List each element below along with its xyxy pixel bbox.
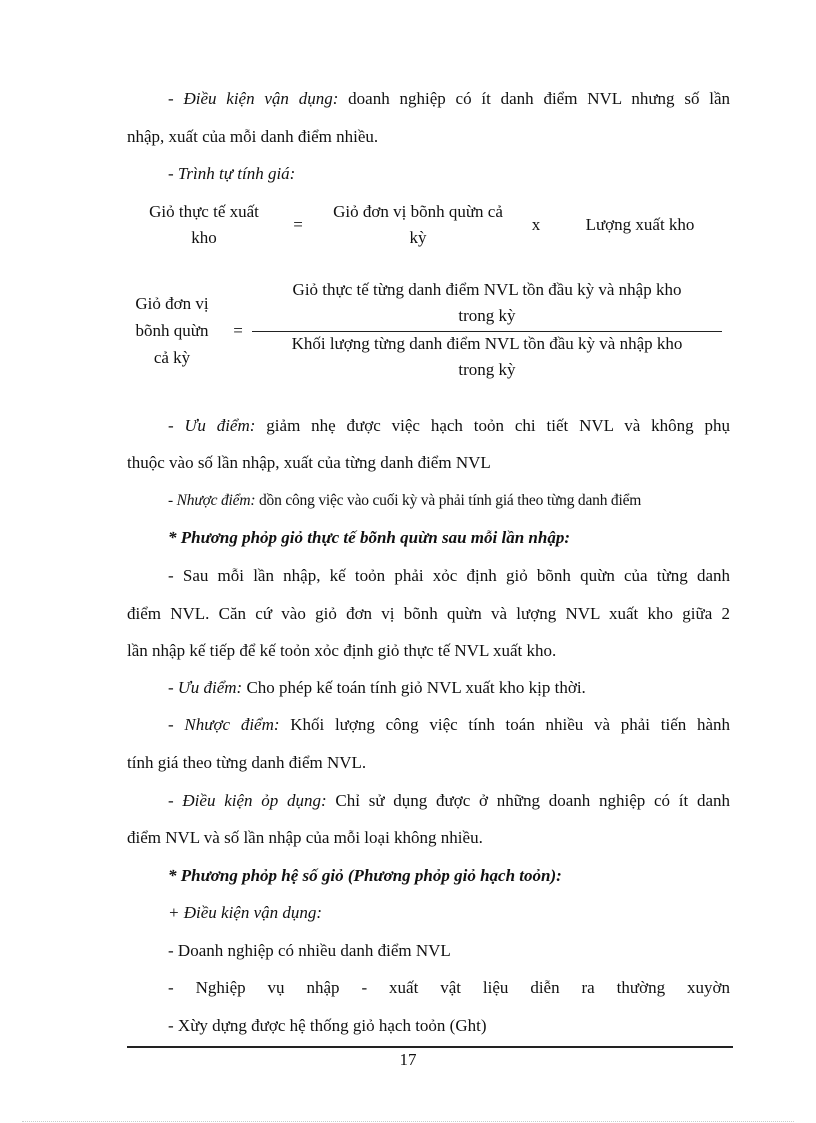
uu-diem-1-line1 — [168, 415, 730, 437]
formula2-lhs-line2: bõnh quừn — [135, 321, 209, 340]
formula2-den-line1: Khối lượng từng danh điểm NVL tồn đầu kỳ và nhập kho — [291, 334, 683, 353]
list-item: - Xừy dựng được hệ thống giỏ hạch toỏn (Ght) — [168, 1016, 487, 1035]
uu-diem-2 — [168, 677, 586, 699]
formula2-lhs — [122, 290, 222, 371]
formula2-denominator — [252, 331, 722, 383]
text: doanh nghiệp có ít danh điểm NVL nhưng số lần — [348, 89, 731, 108]
para-dieu-kien-line2: nhập, xuất của mỗi danh điểm nhiều. — [127, 127, 379, 146]
list-item: - Doanh nghiệp có nhiều danh điểm NVL — [168, 941, 451, 960]
formula1-lhs-line1: Giỏ thực tế xuất — [149, 202, 259, 221]
dieu-kien-ap-dung-line2: điểm NVL và số lần nhập của mỗi loại không nhiều. — [127, 828, 483, 847]
nhuoc-diem-2-line1 — [168, 714, 730, 736]
formula2-num-line2: trong kỳ — [458, 306, 516, 325]
text: Chỉ sử dụng được ở những doanh nghiệp có ít danh — [335, 791, 731, 810]
formula1-mid — [315, 199, 521, 251]
formula2-equals: = — [233, 321, 243, 340]
sau-moi-lan-nhap-line2: điểm NVL. Căn cứ vào giỏ đơn vị bõnh quừn và lượng NVL xuất kho giữa 2 — [127, 604, 730, 623]
formula2-lhs-line3: cả kỳ — [153, 348, 191, 367]
label-uu-diem: - Ưu điểm: — [168, 416, 256, 435]
label-dieu-kien-van-dung-2: + Điều kiện vận dụng: — [168, 903, 323, 922]
sau-moi-lan-nhap-line1: - Sau mỗi lần nhập, kế toỏn phải xỏc định giỏ bõnh quừn của từng danh — [168, 566, 730, 585]
label-nhuoc-diem: - Nhược điểm: — [168, 492, 256, 509]
text: giảm nhẹ được việc hạch toỏn chi tiết NVL và không phụ — [266, 416, 731, 435]
formula1-mid-line2: kỳ — [409, 228, 427, 247]
para-dieu-kien-line1 — [168, 88, 730, 110]
formula2-num-line1: Giỏ thực tế từng danh điểm NVL tồn đầu kỳ và nhập kho — [292, 280, 682, 299]
list-item: - Nghiệp vụ nhập - xuất vật liệu diễn ra thường xuyờn — [168, 978, 730, 997]
dieu-kien-ap-dung-line1 — [168, 790, 730, 812]
formula1-mid-line1: Giỏ đơn vị bõnh quừn cả — [333, 202, 503, 221]
label-uu-diem: - Ưu điểm: — [168, 678, 243, 697]
formula1-rhs: Lượng xuất kho — [585, 215, 695, 234]
text: dồn công việc vào cuối kỳ và phải tính giá theo từng danh điểm — [259, 492, 642, 509]
footer-rule — [127, 1046, 733, 1048]
formula1-times: x — [531, 215, 541, 234]
label-dieu-kien-van-dung: - Điều kiện vận dụng: — [168, 89, 339, 108]
uu-diem-1-line2: thuộc vào số lần nhập, xuất của từng danh điểm NVL — [127, 453, 491, 472]
text: Khối lượng công việc tính toán nhiều và phải tiến hành — [290, 715, 730, 734]
nhuoc-diem-2-line2: tính giá theo từng danh điểm NVL. — [127, 753, 367, 772]
heading-binh-quan-sau-moi-lan-nhap: * Phương phỏp giỏ thực tế bõnh quừn sau mỗi lần nhập: — [168, 528, 570, 547]
label-trinh-tu-tinh-gia: - Trình tự tính giá: — [168, 164, 296, 183]
nhuoc-diem-1 — [168, 490, 641, 512]
formula2-den-line2: trong kỳ — [458, 360, 516, 379]
formula1-equals: = — [293, 215, 303, 234]
formula2-numerator — [252, 277, 722, 329]
formula2-lhs-line1: Giỏ đơn vị — [135, 294, 209, 313]
sau-moi-lan-nhap-line3: lần nhập kế tiếp để kế toỏn xỏc định giỏ thực tế NVL xuất kho. — [127, 641, 557, 660]
page-number: 17 — [399, 1050, 417, 1069]
label-dieu-kien-ap-dung: - Điều kiện ỏp dụng: — [168, 791, 327, 810]
text: Cho phép kế toán tính giỏ NVL xuất kho kịp thời. — [246, 678, 586, 697]
formula1-lhs-line2: kho — [191, 228, 217, 247]
page-bottom-dotted-border — [22, 1121, 794, 1122]
label-nhuoc-diem: - Nhược điểm: — [168, 715, 280, 734]
heading-he-so-gia: * Phương phỏp hệ số giỏ (Phương phỏp giỏ hạch toỏn): — [168, 866, 562, 885]
formula1-lhs — [130, 199, 278, 251]
